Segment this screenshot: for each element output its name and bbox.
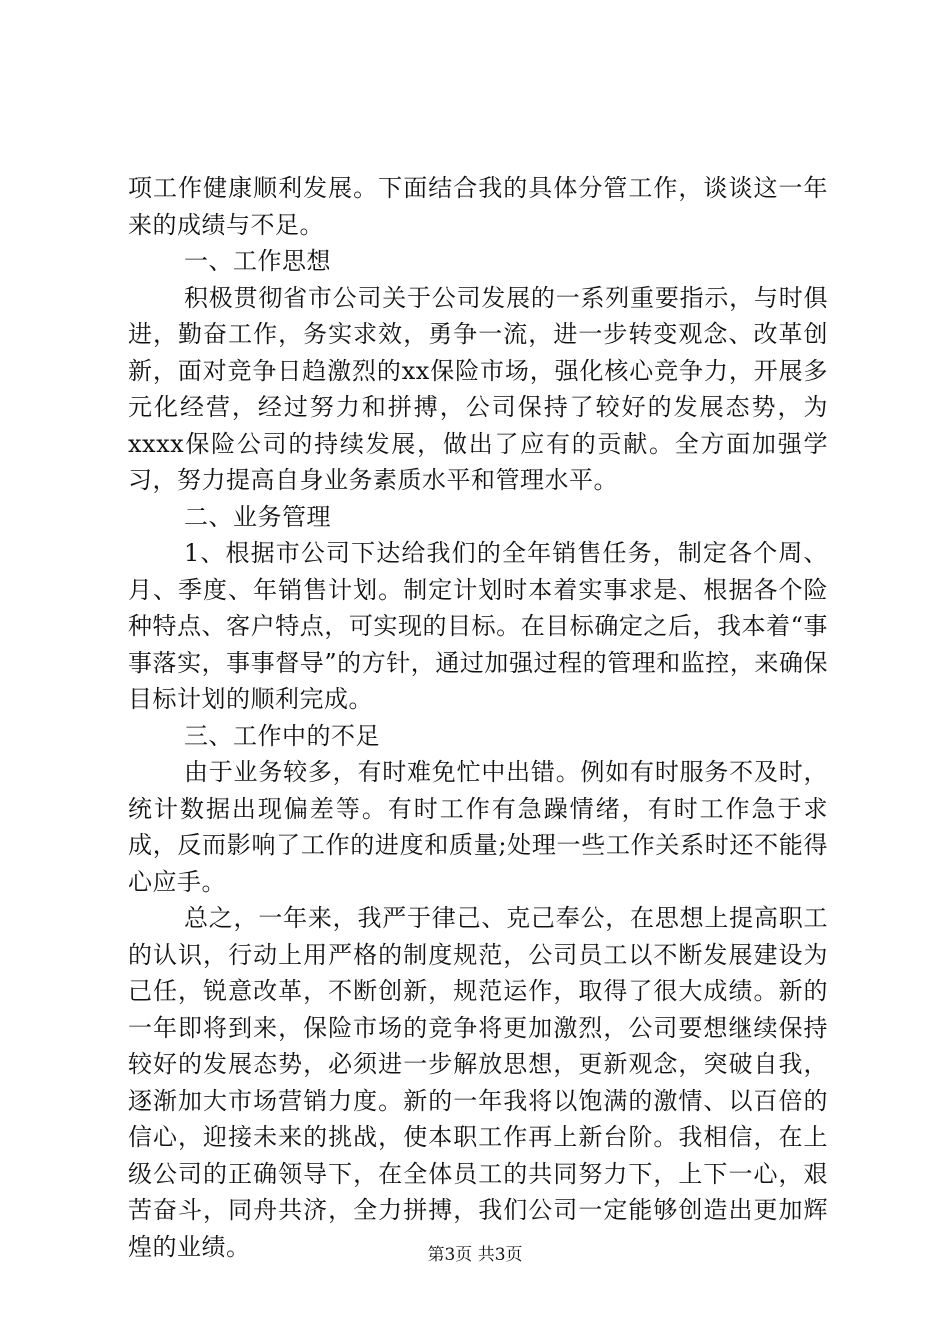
paragraph-intro-continuation: 项工作健康顺利发展。下面结合我的具体分管工作，谈谈这一年来的成绩与不足。 [128,174,828,239]
paragraph-conclusion: 总之，一年来，我严于律己、克己奉公，在思想上提高职工的认识，行动上用严格的制度规范，公司员工以不断发展建设为己任，锐意改革，不断创新，规范运作，取得了很大成绩。新的一年即将到来，保险市场的竞争将更加激烈，公司要想继续保持较好的发展态势，必须进一步解放思想，更新观念，突破自我，逐渐加大市场营销力度。新的一年我将以饱满的激情、以百倍的信心，迎接未来的挑战，使本职工作再上新台阶。我相信，在上级公司的正确领导下，在全体员工的共同努力下，上下一心，艰苦奋斗，同舟共济，全力拼搏，我们公司一定能够创造出更加辉煌的业绩。 [128,904,828,1261]
paragraph-business-management: 1、根据市公司下达给我们的全年销售任务，制定各个周、月、季度、年销售计划。制定计划时本着实事求是、根据各个险种特点、客户特点，可实现的目标。在目标确定之后，我本着“事事落实，事事督导”的方针，通过加强过程的管理和监控，来确保目标计划的顺利完成。 [128,539,828,713]
page-footer: 第3页 共3页 [427,1245,523,1265]
paragraph-work-thought: 积极贯彻省市公司关于公司发展的一系列重要指示，与时俱进，勤奋工作，务实求效，勇争一流，进一步转变观念、改革创新，面对竞争日趋激烈的xx保险市场，强化核心竞争力，开展多元化经营，经过努力和拼搏，公司保持了较好的发展态势，为xxxx保险公司的持续发展，做出了应有的贡献。全方面加强学习，努力提高自身业务素质水平和管理水平。 [128,283,828,494]
document-body [128,170,828,1265]
section-heading-business-management: 二、业务管理 [184,502,331,531]
section-heading-shortcomings: 三、工作中的不足 [184,721,380,750]
section-heading-work-thought: 一、工作思想 [184,247,331,275]
paragraph-shortcomings: 由于业务较多，有时难免忙中出错。例如有时服务不及时，统计数据出现偏差等。有时工作有急躁情绪，有时工作急于求成，反而影响了工作的进度和质量;处理一些工作关系时还不能得心应手。 [128,758,828,896]
